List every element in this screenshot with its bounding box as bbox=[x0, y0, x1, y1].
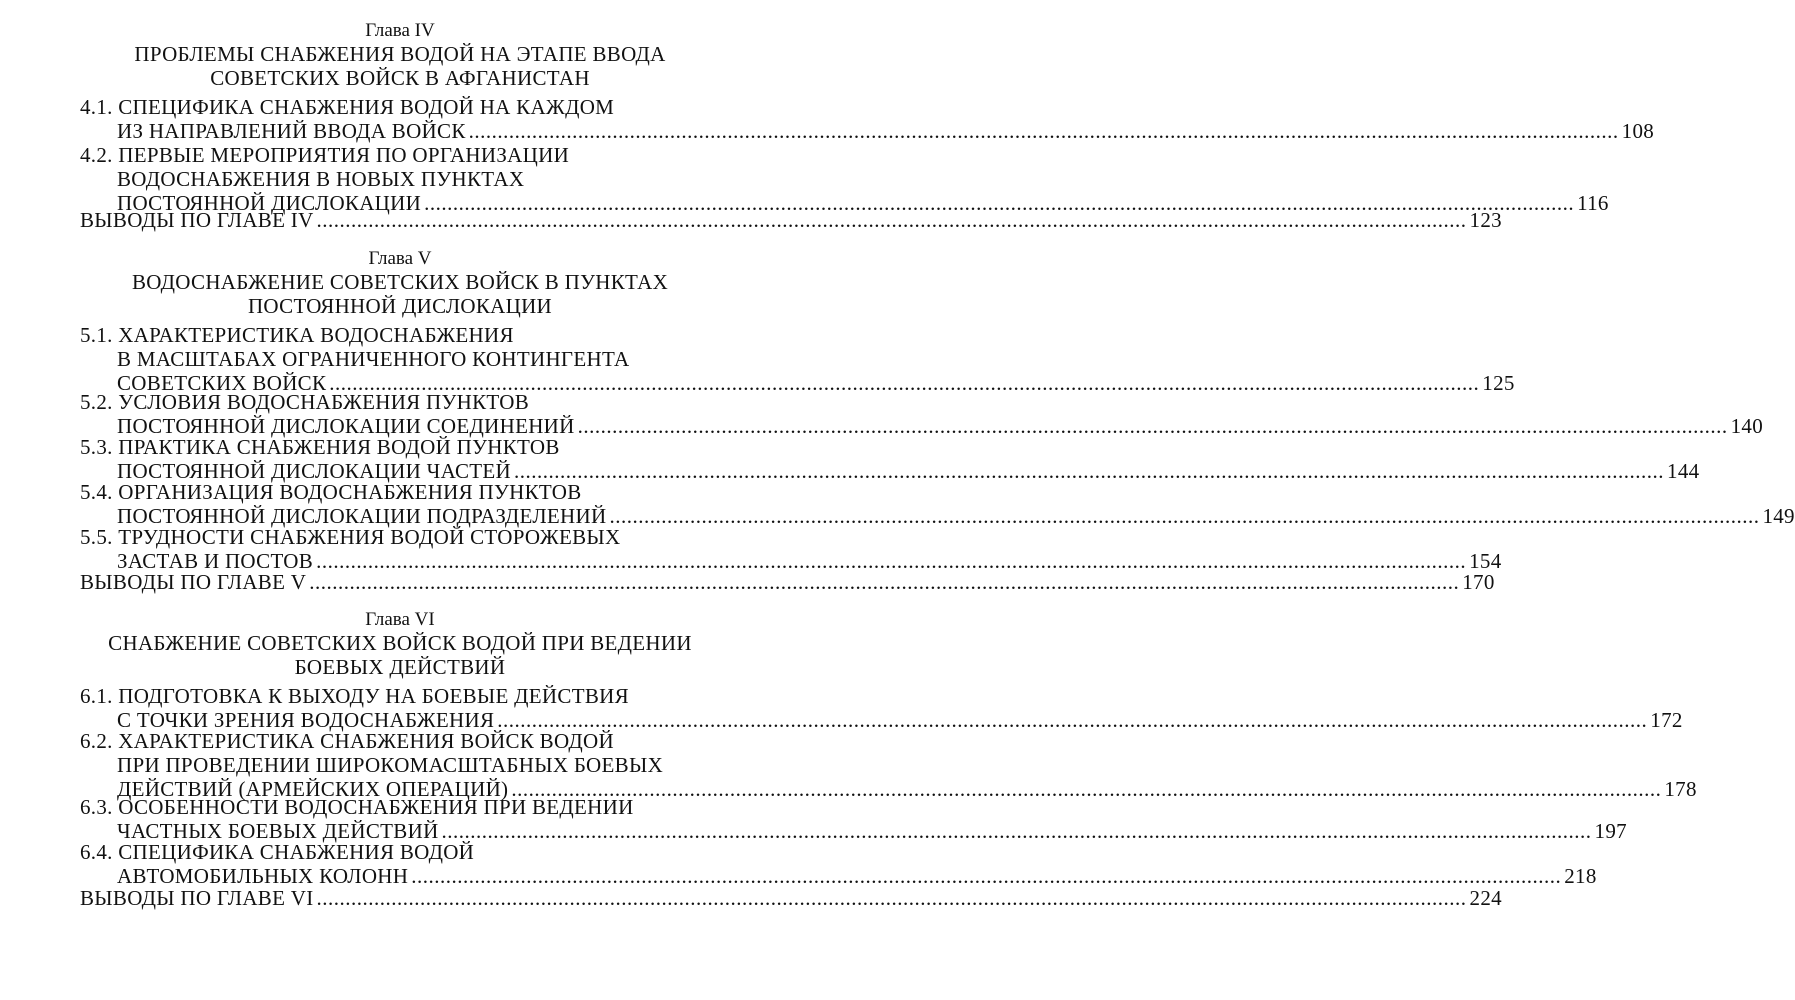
toc-entry-6-2[interactable] bbox=[80, 729, 1697, 801]
chapter-label: Глава V bbox=[368, 248, 432, 269]
entry-title-line: 5.5. ТРУДНОСТИ СНАБЖЕНИЯ ВОДОЙ СТОРОЖЕВЫХ bbox=[80, 525, 621, 549]
entry-title-line: АВТОМОБИЛЬНЫХ КОЛОНН bbox=[117, 864, 409, 888]
chapter-title-line: СНАБЖЕНИЕ СОВЕТСКИХ ВОЙСК ВОДОЙ ПРИ ВЕДЕНИИ bbox=[108, 631, 692, 655]
page-number: 140 bbox=[1730, 414, 1764, 438]
entry-title-line: ПОСТОЯННОЙ ДИСЛОКАЦИИ СОЕДИНЕНИЙ bbox=[117, 414, 575, 438]
page-number: 149 bbox=[1762, 504, 1795, 528]
entry-title-line: 5.1. ХАРАКТЕРИСТИКА ВОДОСНАБЖЕНИЯ bbox=[80, 323, 514, 347]
chapter-title-line: ПРОБЛЕМЫ СНАБЖЕНИЯ ВОДОЙ НА ЭТАПЕ ВВОДА bbox=[134, 42, 666, 66]
toc-entry-5-4[interactable] bbox=[80, 480, 1795, 528]
chapter-title-line: БОЕВЫХ ДЕЙСТВИЙ bbox=[294, 655, 506, 679]
page-number: 144 bbox=[1667, 459, 1700, 483]
page-number: 170 bbox=[1462, 570, 1495, 594]
entry-title-line: ВЫВОДЫ ПО ГЛАВЕ VI bbox=[80, 886, 314, 910]
entry-title-line: 6.1. ПОДГОТОВКА К ВЫХОДУ НА БОЕВЫЕ ДЕЙСТВИЯ bbox=[80, 684, 629, 708]
entry-title-line: 4.1. СПЕЦИФИКА СНАБЖЕНИЯ ВОДОЙ НА КАЖДОМ bbox=[80, 95, 615, 119]
entry-title-line: ИЗ НАПРАВЛЕНИЙ ВВОДА ВОЙСК bbox=[117, 119, 466, 143]
dot-leader: ........................................................................................................................................................................................................ bbox=[316, 549, 1467, 573]
entry-title-line: 6.3. ОСОБЕННОСТИ ВОДОСНАБЖЕНИЯ ПРИ ВЕДЕНИИ bbox=[80, 795, 634, 819]
page-number: 178 bbox=[1664, 777, 1697, 801]
page-number: 108 bbox=[1621, 119, 1655, 143]
page-number: 154 bbox=[1469, 549, 1502, 573]
dot-leader: ........................................................................................................................................................................................................ bbox=[511, 777, 1662, 801]
entry-title-line: 6.2. ХАРАКТЕРИСТИКА СНАБЖЕНИЯ ВОЙСК ВОДОЙ bbox=[80, 729, 614, 753]
entry-title-line: ПОСТОЯННОЙ ДИСЛОКАЦИИ bbox=[117, 191, 422, 215]
page-number: 172 bbox=[1650, 708, 1683, 732]
entry-title-line: ПОСТОЯННОЙ ДИСЛОКАЦИИ ЧАСТЕЙ bbox=[117, 459, 512, 483]
toc-entry-6-3[interactable] bbox=[80, 795, 1627, 843]
toc-entry-4-1[interactable] bbox=[80, 95, 1655, 143]
entry-title-line: ВОДОСНАБЖЕНИЯ В НОВЫХ ПУНКТАХ bbox=[117, 167, 525, 191]
toc-entry-6-1[interactable] bbox=[80, 684, 1683, 732]
toc-entry-conclusions-6[interactable] bbox=[80, 886, 1502, 910]
dot-leader: ........................................................................................................................................................................................................ bbox=[468, 119, 1619, 143]
chapter-4-heading bbox=[0, 20, 800, 90]
entry-title-line: ПОСТОЯННОЙ ДИСЛОКАЦИИ ПОДРАЗДЕЛЕНИЙ bbox=[117, 504, 607, 528]
chapter-label: Глава VI bbox=[365, 609, 435, 630]
entry-title-line: ЧАСТНЫХ БОЕВЫХ ДЕЙСТВИЙ bbox=[117, 819, 439, 843]
entry-title-line: 5.2. УСЛОВИЯ ВОДОСНАБЖЕНИЯ ПУНКТОВ bbox=[80, 390, 530, 414]
entry-title-line: ДЕЙСТВИЙ (АРМЕЙСКИХ ОПЕРАЦИЙ) bbox=[117, 777, 509, 801]
chapter-title-line: СОВЕТСКИХ ВОЙСК В АФГАНИСТАН bbox=[210, 66, 590, 90]
dot-leader: ........................................................................................................................................................................................................ bbox=[577, 414, 1728, 438]
entry-title-line: 5.4. ОРГАНИЗАЦИЯ ВОДОСНАБЖЕНИЯ ПУНКТОВ bbox=[80, 480, 582, 504]
toc-entry-5-2[interactable] bbox=[80, 390, 1764, 438]
dot-leader: ........................................................................................................................................................................................................ bbox=[609, 504, 1760, 528]
entry-title-line: В МАСШТАБАХ ОГРАНИЧЕННОГО КОНТИНГЕНТА bbox=[117, 347, 630, 371]
page-number: 116 bbox=[1577, 191, 1609, 215]
dot-leader: ........................................................................................................................................................................................................ bbox=[316, 208, 1467, 232]
page-number: 123 bbox=[1469, 208, 1502, 232]
dot-leader: ........................................................................................................................................................................................................ bbox=[329, 371, 1480, 395]
toc-entry-conclusions-4[interactable] bbox=[80, 208, 1502, 232]
chapter-title-line: ВОДОСНАБЖЕНИЕ СОВЕТСКИХ ВОЙСК В ПУНКТАХ bbox=[131, 270, 669, 294]
entry-title-line: ВЫВОДЫ ПО ГЛАВЕ V bbox=[80, 570, 307, 594]
chapter-6-heading bbox=[0, 609, 800, 679]
entry-title-line: 5.3. ПРАКТИКА СНАБЖЕНИЯ ВОДОЙ ПУНКТОВ bbox=[80, 435, 560, 459]
entry-title-line: 4.2. ПЕРВЫЕ МЕРОПРИЯТИЯ ПО ОРГАНИЗАЦИИ bbox=[80, 143, 570, 167]
toc-entry-6-4[interactable] bbox=[80, 840, 1597, 888]
entry-title-line: ПРИ ПРОВЕДЕНИИ ШИРОКОМАСШТАБНЫХ БОЕВЫХ bbox=[117, 753, 664, 777]
chapter-5-heading bbox=[0, 248, 800, 318]
dot-leader: ........................................................................................................................................................................................................ bbox=[411, 864, 1562, 888]
page-number: 197 bbox=[1594, 819, 1627, 843]
entry-title-line: ЗАСТАВ И ПОСТОВ bbox=[117, 549, 314, 573]
toc-entry-conclusions-5[interactable] bbox=[80, 570, 1495, 594]
dot-leader: ........................................................................................................................................................................................................ bbox=[497, 708, 1648, 732]
dot-leader: ........................................................................................................................................................................................................ bbox=[441, 819, 1592, 843]
page-number: 224 bbox=[1469, 886, 1502, 910]
dot-leader: ........................................................................................................................................................................................................ bbox=[316, 886, 1467, 910]
chapter-label: Глава IV bbox=[365, 20, 435, 41]
dot-leader: ........................................................................................................................................................................................................ bbox=[514, 459, 1665, 483]
entry-title-line: 6.4. СПЕЦИФИКА СНАБЖЕНИЯ ВОДОЙ bbox=[80, 840, 475, 864]
entry-title-line: СОВЕТСКИХ ВОЙСК bbox=[117, 371, 327, 395]
page-number: 125 bbox=[1482, 371, 1515, 395]
toc-entry-5-1[interactable] bbox=[80, 323, 1515, 395]
dot-leader: ........................................................................................................................................................................................................ bbox=[424, 191, 1575, 215]
entry-title-line: С ТОЧКИ ЗРЕНИЯ ВОДОСНАБЖЕНИЯ bbox=[117, 708, 495, 732]
dot-leader: ........................................................................................................................................................................................................ bbox=[309, 570, 1460, 594]
chapter-title-line: ПОСТОЯННОЙ ДИСЛОКАЦИИ bbox=[247, 294, 553, 318]
toc-entry-4-2[interactable] bbox=[80, 143, 1609, 215]
toc-entry-5-3[interactable] bbox=[80, 435, 1700, 483]
page-number: 218 bbox=[1564, 864, 1597, 888]
toc-entry-5-5[interactable] bbox=[80, 525, 1502, 573]
entry-title-line: ВЫВОДЫ ПО ГЛАВЕ IV bbox=[80, 208, 314, 232]
